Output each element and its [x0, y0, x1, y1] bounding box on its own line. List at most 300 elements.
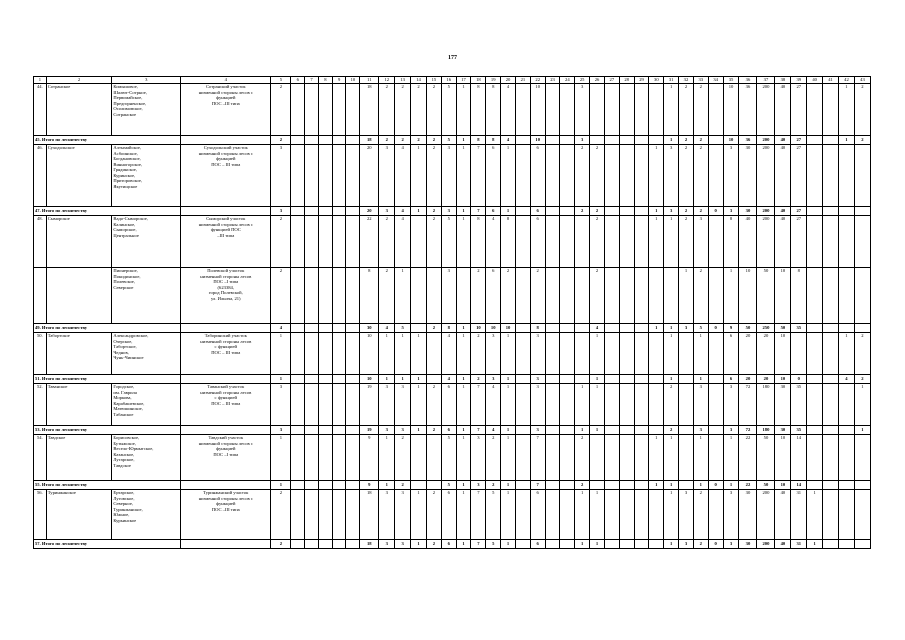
table-cell — [823, 490, 839, 540]
table-cell — [411, 268, 427, 324]
table-cell: 1 — [456, 207, 471, 216]
table-cell — [679, 333, 694, 375]
table-cell — [649, 426, 664, 435]
column-header: 41 — [823, 77, 839, 84]
table-cell: 2 — [471, 268, 486, 324]
table-cell — [411, 324, 427, 333]
table-cell — [318, 136, 332, 145]
table-cell — [604, 540, 619, 549]
table-cell — [634, 375, 649, 384]
table-cell — [619, 207, 634, 216]
table-cell: 2 — [679, 216, 694, 268]
table-cell — [839, 216, 855, 268]
sector-description: Тавдский участок низменной стороны лесов с функцией ПОС –I типа — [181, 435, 271, 481]
column-header: 40 — [807, 77, 823, 84]
table-cell: 1 — [271, 333, 291, 375]
table-cell — [839, 207, 855, 216]
table-cell — [560, 426, 575, 435]
table-cell: 3 — [395, 384, 411, 426]
table-cell: 40 — [739, 216, 757, 268]
table-cell: 1 — [807, 490, 823, 540]
table-cell: 10 — [360, 333, 379, 375]
table-cell: 10 — [775, 375, 791, 384]
table-cell — [305, 324, 319, 333]
table-cell — [318, 490, 332, 540]
table-cell: 72 — [739, 384, 757, 426]
table-cell: 18 — [360, 490, 379, 540]
table-cell: 50 — [757, 435, 775, 481]
table-cell: 200 — [757, 145, 775, 207]
column-number-row — [34, 77, 871, 84]
table-cell — [575, 324, 590, 333]
table-cell — [291, 136, 305, 145]
table-cell — [545, 268, 560, 324]
table-cell — [634, 145, 649, 207]
table-cell — [291, 207, 305, 216]
table-cell — [346, 384, 360, 426]
table-cell: 1 — [501, 540, 516, 549]
table-cell: 2 — [590, 268, 605, 324]
column-header: 19 — [486, 77, 501, 84]
table-cell: 3 — [679, 490, 694, 540]
table-cell — [634, 490, 649, 540]
table-cell — [545, 145, 560, 207]
table-cell — [560, 145, 575, 207]
table-cell: 1 — [411, 207, 427, 216]
table-cell — [560, 333, 575, 375]
table-cell: 6 — [486, 207, 501, 216]
column-header: 26 — [590, 77, 605, 84]
settlements-list: Ертарское, Луговское, Северное, Туринжанское, Южное, Курьинское — [112, 490, 181, 540]
table-cell: 1 — [649, 435, 664, 481]
table-cell: 2 — [379, 84, 395, 136]
table-cell: 3 — [395, 490, 411, 540]
table-cell: 4 — [395, 216, 411, 268]
table-cell: 3 — [395, 426, 411, 435]
forestry-name: Тавдское — [46, 435, 112, 481]
row-number: 54. — [34, 435, 47, 481]
table-cell: 1 — [664, 333, 679, 375]
table-cell: 72 — [739, 426, 757, 435]
table-cell — [839, 145, 855, 207]
table-cell: 2 — [379, 136, 395, 145]
table-cell: 6 — [486, 145, 501, 207]
table-cell — [649, 84, 664, 136]
table-cell — [619, 333, 634, 375]
table-cell — [426, 481, 441, 490]
data-table-container — [33, 76, 871, 549]
table-cell — [305, 490, 319, 540]
table-cell: 5 — [441, 216, 456, 268]
table-cell — [823, 84, 839, 136]
table-cell — [346, 324, 360, 333]
table-cell — [515, 268, 530, 324]
table-cell: 3 — [441, 268, 456, 324]
table-cell: 4 — [839, 375, 855, 384]
table-cell — [305, 145, 319, 207]
table-row — [34, 490, 871, 540]
table-cell: 10 — [471, 324, 486, 333]
table-cell: 2 — [271, 540, 291, 549]
sector-description: Полевской участок низменной стороны лесов ПОС –I типа (623384, город Полевской, ул. Ильича, 21) — [181, 268, 271, 324]
table-cell: 2 — [664, 426, 679, 435]
table-cell: 180 — [757, 426, 775, 435]
table-cell: 5 — [441, 84, 456, 136]
table-cell: 3 — [679, 540, 694, 549]
table-cell — [807, 426, 823, 435]
table-cell: 2 — [679, 136, 694, 145]
total-row — [34, 481, 871, 490]
column-header: 32 — [679, 77, 694, 84]
table-cell: 8 — [530, 324, 545, 333]
table-cell: 19 — [360, 384, 379, 426]
table-cell — [426, 375, 441, 384]
table-cell: 20 — [757, 333, 775, 375]
table-cell — [590, 481, 605, 490]
table-cell: 1 — [590, 540, 605, 549]
table-cell: 3 — [471, 435, 486, 481]
table-cell — [332, 375, 346, 384]
table-cell — [679, 384, 694, 426]
table-cell: 2 — [426, 216, 441, 268]
table-cell — [515, 435, 530, 481]
column-header: 21 — [515, 77, 530, 84]
table-cell: 40 — [775, 84, 791, 136]
table-cell — [823, 268, 839, 324]
table-cell: 3 — [723, 426, 739, 435]
table-cell — [575, 375, 590, 384]
table-cell: 8 — [471, 136, 486, 145]
table-cell — [346, 333, 360, 375]
table-cell: 6 — [723, 333, 739, 375]
column-header: 7 — [305, 77, 319, 84]
table-cell — [807, 268, 823, 324]
total-row — [34, 207, 871, 216]
table-cell: 2 — [426, 84, 441, 136]
table-cell: 1 — [693, 435, 708, 481]
table-cell: 7 — [471, 490, 486, 540]
table-cell — [545, 84, 560, 136]
table-cell: 22 — [360, 216, 379, 268]
table-cell — [515, 481, 530, 490]
table-cell — [807, 136, 823, 145]
table-cell — [545, 324, 560, 333]
table-cell: 5 — [486, 490, 501, 540]
forestry-name: Таванское — [46, 384, 112, 426]
row-number: 50. — [34, 333, 47, 375]
table-cell: 9 — [360, 481, 379, 490]
table-cell: 1 — [501, 490, 516, 540]
table-cell: 1 — [575, 540, 590, 549]
table-cell: 2 — [575, 207, 590, 216]
table-cell: 2 — [395, 435, 411, 481]
total-row — [34, 540, 871, 549]
table-cell — [823, 435, 839, 481]
table-cell — [346, 84, 360, 136]
column-header: 17 — [456, 77, 471, 84]
table-cell: 1 — [839, 136, 855, 145]
table-cell: 3 — [530, 333, 545, 375]
table-cell — [545, 384, 560, 426]
table-cell: 6 — [530, 216, 545, 268]
table-cell — [839, 490, 855, 540]
table-cell — [181, 426, 271, 435]
sector-description: Таванский участок низменной стороны лесов с функцией ПОС – III типа — [181, 384, 271, 426]
table-cell — [604, 435, 619, 481]
table-cell: 40 — [775, 207, 791, 216]
table-cell: 2 — [379, 268, 395, 324]
table-cell — [318, 481, 332, 490]
table-cell: 8 — [441, 324, 456, 333]
table-cell — [604, 384, 619, 426]
table-cell: 1 — [575, 426, 590, 435]
table-cell: 1 — [664, 481, 679, 490]
table-cell: 3 — [271, 384, 291, 426]
table-cell: 3 — [395, 540, 411, 549]
forestry-name: Сыморское — [46, 216, 112, 268]
table-cell — [332, 145, 346, 207]
table-cell — [619, 145, 634, 207]
table-cell: 200 — [757, 207, 775, 216]
table-cell — [318, 324, 332, 333]
table-cell: 3 — [271, 207, 291, 216]
table-cell: 18 — [360, 84, 379, 136]
table-cell: 1 — [590, 384, 605, 426]
table-cell: 20 — [739, 375, 757, 384]
table-cell: 10 — [775, 333, 791, 375]
table-cell — [619, 426, 634, 435]
forestry-name: Табортское — [46, 333, 112, 375]
table-cell — [515, 540, 530, 549]
table-cell: 3 — [379, 207, 395, 216]
table-cell: 2 — [664, 384, 679, 426]
table-cell: 20 — [757, 375, 775, 384]
column-header: 34 — [708, 77, 723, 84]
table-cell — [708, 333, 723, 375]
table-cell — [708, 384, 723, 426]
table-cell: 50 — [757, 481, 775, 490]
table-cell: 3 — [271, 145, 291, 207]
table-row — [34, 333, 871, 375]
table-cell: 2 — [854, 333, 870, 375]
table-cell: 1 — [395, 375, 411, 384]
table-cell: 0 — [708, 207, 723, 216]
table-cell — [679, 435, 694, 481]
table-cell: 6 — [441, 540, 456, 549]
table-cell: 7 — [530, 435, 545, 481]
table-cell — [346, 481, 360, 490]
table-cell — [823, 207, 839, 216]
table-cell — [291, 435, 305, 481]
table-cell: 1 — [395, 268, 411, 324]
column-header: 3 — [112, 77, 181, 84]
table-cell: 1 — [723, 435, 739, 481]
table-cell — [604, 426, 619, 435]
table-cell — [619, 481, 634, 490]
table-cell — [604, 481, 619, 490]
table-cell: 35 — [791, 384, 807, 426]
table-row — [34, 435, 871, 481]
table-cell — [590, 435, 605, 481]
table-cell: 36 — [739, 84, 757, 136]
table-cell: 7 — [471, 426, 486, 435]
table-cell — [545, 216, 560, 268]
table-cell — [318, 216, 332, 268]
table-cell: 1 — [411, 384, 427, 426]
table-cell: 1 — [679, 268, 694, 324]
table-cell: 3 — [723, 207, 739, 216]
table-cell: 2 — [693, 268, 708, 324]
table-cell: 31 — [791, 540, 807, 549]
table-cell — [634, 435, 649, 481]
column-header: 39 — [791, 77, 807, 84]
table-cell — [634, 136, 649, 145]
table-cell — [305, 207, 319, 216]
column-header: 31 — [664, 77, 679, 84]
table-cell — [291, 145, 305, 207]
table-cell — [708, 435, 723, 481]
table-cell — [515, 490, 530, 540]
table-cell: 31 — [791, 490, 807, 540]
table-cell: 1 — [854, 384, 870, 426]
table-cell: 1 — [501, 207, 516, 216]
table-cell — [634, 84, 649, 136]
sector-description: Суходольский участок низменной стороны лесов с функцией ПОС – III типа — [181, 145, 271, 207]
table-cell — [560, 84, 575, 136]
table-cell — [839, 268, 855, 324]
table-cell: 1 — [664, 216, 679, 268]
table-cell — [619, 136, 634, 145]
table-cell: 2 — [693, 490, 708, 540]
table-cell — [411, 481, 427, 490]
table-cell — [649, 333, 664, 375]
settlements-list: Борисовское, Бутыжское, Весело-Юрмытское, Казанское, Лугарское, Тавдское — [112, 435, 181, 481]
table-cell: 4 — [501, 84, 516, 136]
table-cell: 1 — [456, 84, 471, 136]
settlements-list: Александровское, Озерское, Табортское, Чеднов, Чунь-Чиинское — [112, 333, 181, 375]
table-cell — [807, 145, 823, 207]
table-cell — [823, 481, 839, 490]
table-cell: 2 — [693, 136, 708, 145]
total-row-label: 51. Итого по лесничеству — [34, 375, 181, 384]
table-cell — [332, 426, 346, 435]
table-cell — [181, 540, 271, 549]
table-cell — [839, 426, 855, 435]
table-cell: 2 — [575, 481, 590, 490]
table-cell — [181, 324, 271, 333]
table-cell — [560, 490, 575, 540]
table-cell: 200 — [757, 84, 775, 136]
column-header: 11 — [360, 77, 379, 84]
table-cell: 1 — [664, 136, 679, 145]
table-cell — [291, 216, 305, 268]
table-cell: 1 — [664, 490, 679, 540]
table-cell: 2 — [411, 84, 427, 136]
table-cell — [807, 384, 823, 426]
row-number: 48. — [34, 216, 47, 268]
table-cell — [426, 333, 441, 375]
table-cell: 22 — [739, 481, 757, 490]
table-cell — [346, 540, 360, 549]
forestry-name: Суходольское — [46, 145, 112, 207]
table-cell: 200 — [757, 490, 775, 540]
table-cell — [291, 375, 305, 384]
table-cell: 27 — [791, 145, 807, 207]
table-cell — [839, 540, 855, 549]
table-cell: 3 — [693, 216, 708, 268]
table-cell — [305, 384, 319, 426]
table-cell: 7 — [530, 481, 545, 490]
table-cell — [545, 540, 560, 549]
table-cell: 2 — [426, 145, 441, 207]
table-cell: 1 — [664, 435, 679, 481]
table-cell: 1 — [501, 435, 516, 481]
table-cell: 2 — [575, 145, 590, 207]
table-cell — [181, 481, 271, 490]
table-cell: 40 — [775, 145, 791, 207]
table-cell: 1 — [411, 375, 427, 384]
table-cell: 27 — [791, 216, 807, 268]
table-cell: 3 — [486, 375, 501, 384]
table-cell: 0 — [791, 375, 807, 384]
sector-description: Сотранский участок низменной стороны лесов с функцией ПОС –III типа — [181, 84, 271, 136]
table-cell: 3 — [723, 145, 739, 207]
table-cell: 1 — [379, 481, 395, 490]
table-cell: 10 — [501, 324, 516, 333]
table-cell: 1 — [839, 84, 855, 136]
table-cell: 2 — [693, 145, 708, 207]
table-cell — [649, 384, 664, 426]
table-cell: 2 — [679, 207, 694, 216]
table-cell — [560, 481, 575, 490]
table-cell — [679, 481, 694, 490]
table-cell — [807, 435, 823, 481]
table-cell: 2 — [426, 384, 441, 426]
column-header: 33 — [693, 77, 708, 84]
table-cell: 1 — [411, 540, 427, 549]
table-cell — [305, 333, 319, 375]
table-cell — [305, 84, 319, 136]
table-cell: 20 — [739, 333, 757, 375]
table-cell: 1 — [723, 268, 739, 324]
forestry-table — [33, 76, 871, 549]
table-cell: 2 — [426, 540, 441, 549]
table-cell — [619, 324, 634, 333]
table-cell: 2 — [271, 268, 291, 324]
table-cell: 40 — [775, 490, 791, 540]
column-header: 4 — [181, 77, 271, 84]
table-cell — [426, 435, 441, 481]
table-cell — [823, 375, 839, 384]
table-cell — [854, 435, 870, 481]
table-cell — [515, 324, 530, 333]
column-header: 27 — [604, 77, 619, 84]
total-row — [34, 426, 871, 435]
table-cell: 10 — [530, 136, 545, 145]
table-cell — [291, 268, 305, 324]
table-cell: 1 — [456, 324, 471, 333]
table-cell: 10 — [486, 324, 501, 333]
column-header: 29 — [634, 77, 649, 84]
table-cell: 1 — [664, 84, 679, 136]
table-cell: 5 — [441, 136, 456, 145]
table-cell — [634, 540, 649, 549]
table-cell: 8 — [501, 216, 516, 268]
table-cell — [291, 84, 305, 136]
table-cell — [346, 435, 360, 481]
table-cell: 3 — [379, 540, 395, 549]
table-cell — [839, 435, 855, 481]
